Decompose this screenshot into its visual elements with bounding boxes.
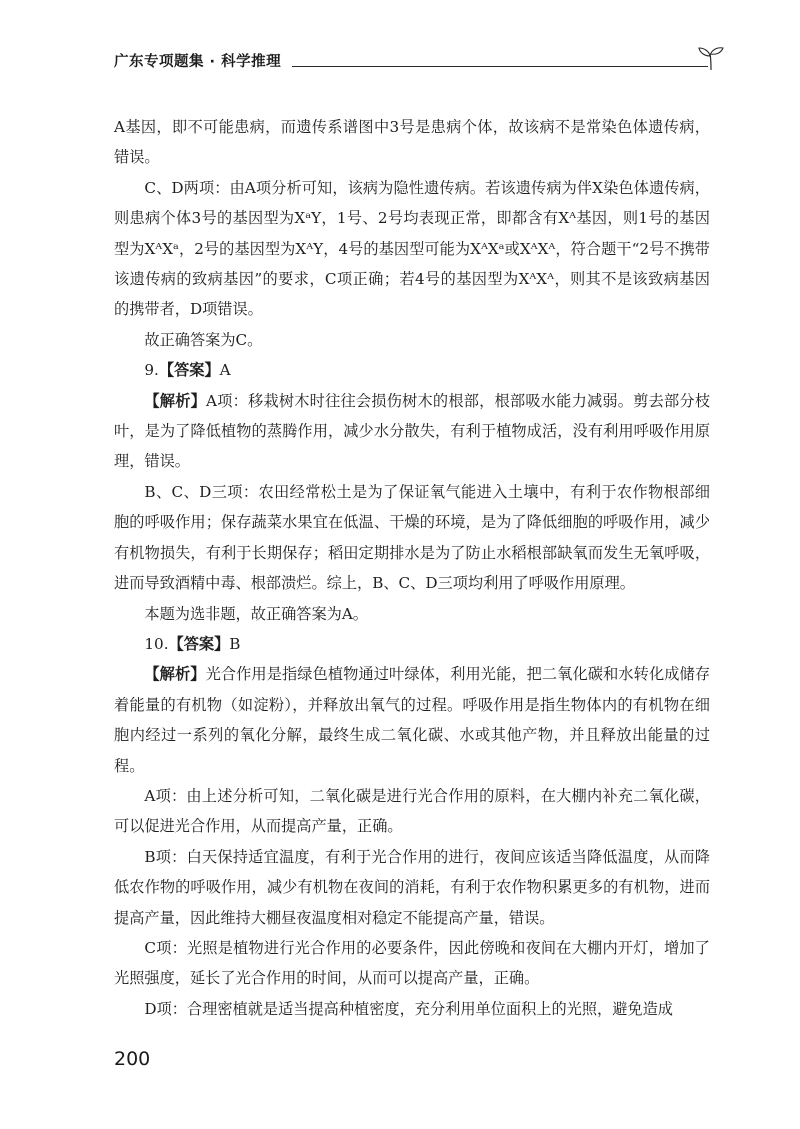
q10-b-paragraph: B项：白天保持适宜温度，有利于光合作用的进行，夜间应该适当降低温度，从而降低农作物的呼吸作用，减少有机物在夜间的消耗，有利于农作物积累更多的有机物，进而提高产量，因此维持大棚昼夜温度相对稳定不能提高产量，错误。: [114, 847, 710, 927]
q10-number: 10.: [144, 634, 169, 653]
q10-answer-label: 【答案】: [168, 634, 230, 653]
q9-answer-line: [114, 355, 710, 385]
q9-answer-label: 【答案】: [158, 361, 220, 380]
q9-analysis-text: A项：移栽树木时往往会损伤树木的根部，根部吸水能力减弱。剪去部分枝叶，是为了降低植物的蒸腾作用，减少水分散失，有利于植物成活，没有利用呼吸作用原理，错误。: [114, 391, 711, 471]
page-content: [114, 112, 710, 1024]
q10-c-paragraph: C项：光照是植物进行光合作用的必要条件，因此傍晚和夜间在大棚内开灯，增加了光照强度，延长了光合作用的时间，从而可以提高产量，正确。: [114, 938, 710, 988]
q9-number: 9.: [144, 361, 159, 380]
sprout-icon: [696, 44, 726, 72]
q10-answer: B: [229, 634, 241, 653]
q10-a-paragraph: A项：由上述分析可知，二氧化碳是进行光合作用的原料，在大棚内补充二氧化碳，可以促进光合作用，从而提高产量，正确。: [114, 786, 710, 836]
running-header: [114, 50, 724, 76]
paragraph-q8-cd: C、D两项：由A项分析可知，该病为隐性遗传病。若该遗传病为伴X染色体遗传病，则患病个体3号的基因型为XᵃY，1号、2号均表现正常，即都含有Xᴬ基因，则1号的基因型为XᴬXᵃ，2号的基因型为XᴬY，4号的基因型可能为XᴬXᵃ或XᴬXᴬ，符合题干“2号不携带该遗传病的致病基因”的要求，C项正确；若4号的基因型为XᴬXᴬ，则其不是该致病基因的携带者，D项错误。: [114, 178, 710, 319]
q9-analysis-label: 【解析】: [144, 391, 207, 410]
q10-analysis-text: 光合作用是指绿色植物通过叶绿体，利用光能，把二氧化碳和水转化成储存着能量的有机物（如淀粉），并释放出氧气的过程。呼吸作用是指生物体内的有机物在细胞内经过一系列的氧化分解，最终生成二氧化碳、水或其他产物，并且释放出能量的过程。: [114, 665, 711, 775]
header-rule: [292, 66, 708, 67]
q10-analysis-label: 【解析】: [144, 665, 206, 684]
header-title: 广东专项题集 · 科学推理: [114, 54, 282, 70]
q10-answer-line: [114, 629, 710, 659]
q9-bcd-paragraph: B、C、D三项：农田经常松土是为了保证氧气能进入土壤中，有利于农作物根部细胞的呼吸作用；保存蔬菜水果宜在低温、干燥的环境，是为了降低细胞的呼吸作用，减少有机物损失，有利于长期保存；稻田定期排水是为了防止水稻根部缺氧而发生无氧呼吸，进而导致酒精中毒、根部溃烂。综上，B、C、D三项均利用了呼吸作用原理。: [114, 482, 710, 593]
q9-analysis: [114, 386, 710, 477]
paragraph-q8-answer: 故正确答案为C。: [144, 330, 263, 349]
q9-answer: A: [219, 361, 231, 380]
paragraph-q8-a-conclusion: A基因，即不可能患病，而遗传系谱图中3号是患病个体，故该病不是常染色体遗传病，错误。: [114, 118, 710, 167]
q10-d-paragraph: D项：合理密植就是适当提高种植密度，充分利用单位面积上的光照，避免造成: [144, 999, 673, 1018]
page-number: 200: [114, 1048, 151, 1070]
q9-conclusion: 本题为选非题，故正确答案为A。: [144, 604, 368, 623]
q10-analysis: [114, 659, 710, 781]
